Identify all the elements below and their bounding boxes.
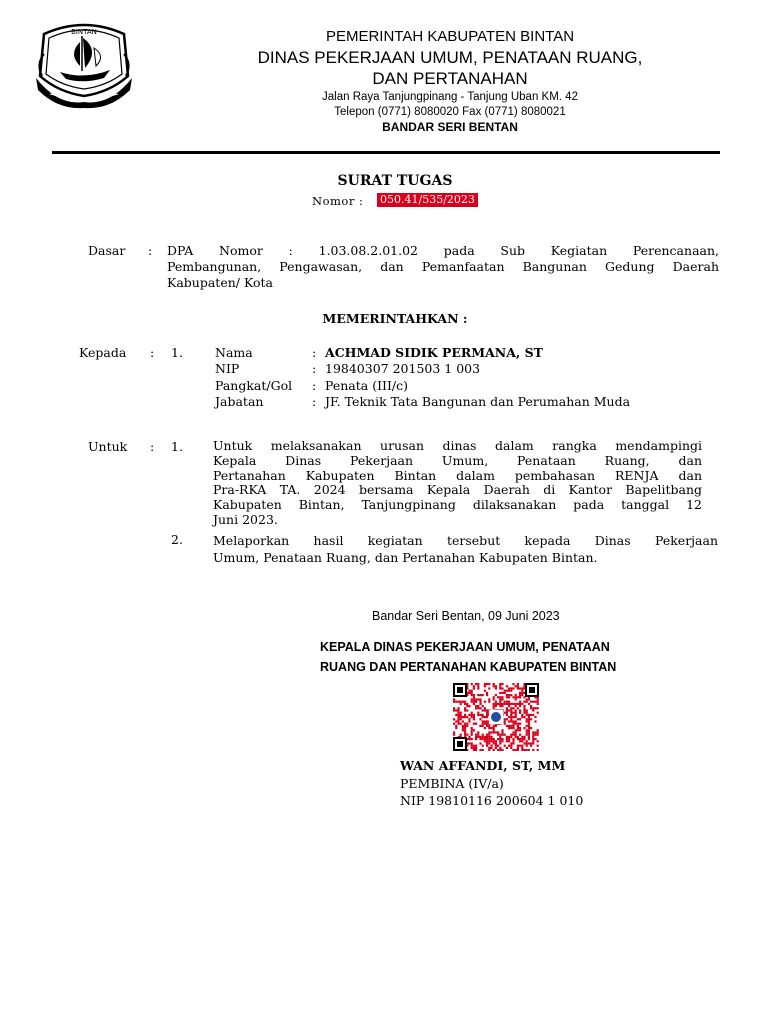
field-label-nama: Nama xyxy=(215,345,253,360)
header-phone: Telepon (0771) 8080020 Fax (0771) 8080021 xyxy=(334,106,566,118)
header-address: Jalan Raya Tanjungpinang - Tanjung Uban KM. 42 xyxy=(322,91,578,103)
bintan-regency-emblem-icon xyxy=(30,14,138,110)
dasar-label: Dasar xyxy=(88,243,126,258)
field-sep: : xyxy=(312,378,317,393)
dasar-body xyxy=(167,243,719,291)
letter-title: SURAT TUGAS xyxy=(337,173,453,189)
untuk-item-line: Kepala Dinas Pekerjaan Umum, Penataan Ruang, dan xyxy=(213,452,702,468)
header-agency-line1: DINAS PEKERJAAN UMUM, PENATAAN RUANG, xyxy=(257,48,643,67)
untuk-item-number: 2. xyxy=(171,532,183,547)
field-label-jabatan: Jabatan xyxy=(215,394,264,409)
header-agency-line2: DAN PERTANAHAN xyxy=(372,69,528,88)
field-sep: : xyxy=(312,345,317,360)
letter-number-label: Nomor : xyxy=(312,194,364,208)
command-heading: MEMERINTAHKAN : xyxy=(322,311,468,326)
signatory-rank: PEMBINA (IV/a) xyxy=(400,776,504,791)
field-value-nip: 19840307 201503 1 003 xyxy=(325,361,481,376)
field-value-pangkat: Penata (III/c) xyxy=(325,378,408,393)
dasar-line: Pembangunan, Pengawasan, dan Pemanfaatan Bangunan Gedung Daerah xyxy=(167,259,719,274)
untuk-colon: : xyxy=(150,439,155,454)
signatory-title-line2: RUANG DAN PERTANAHAN KABUPATEN BINTAN xyxy=(320,660,617,674)
signatory-title-line1: KEPALA DINAS PEKERJAAN UMUM, PENATAAN xyxy=(320,640,610,654)
svg-text:BINTAN: BINTAN xyxy=(71,28,97,36)
signatory-nip: NIP 19810116 200604 1 010 xyxy=(400,793,584,808)
dasar-colon: : xyxy=(148,243,153,258)
untuk-item-line: Kabupaten Bintan, Tanjungpinang dilaksanakan pada tanggal 12 xyxy=(213,497,702,513)
dasar-line: DPA Nomor : 1.03.08.2.01.02 pada Sub Kegiatan Perencanaan, xyxy=(167,243,719,258)
field-sep: : xyxy=(312,394,317,409)
qr-code-signature-icon xyxy=(453,683,539,751)
dasar-line: Kabupaten/ Kota xyxy=(167,275,273,290)
header-divider xyxy=(52,151,720,154)
untuk-item-line: Umum, Penataan Ruang, dan Pertanahan Kabupaten Bintan. xyxy=(213,550,598,565)
header-city: BANDAR SERI BENTAN xyxy=(382,120,518,134)
kepada-number: 1. xyxy=(171,345,183,360)
signatory-name: WAN AFFANDI, ST, MM xyxy=(400,758,566,773)
untuk-item-2 xyxy=(213,532,718,566)
signature-place-date: Bandar Seri Bentan, 09 Juni 2023 xyxy=(372,609,560,623)
field-sep: : xyxy=(312,361,317,376)
field-label-nip: NIP xyxy=(215,361,240,376)
kepada-label: Kepada xyxy=(79,345,127,360)
untuk-item-1 xyxy=(213,439,702,528)
untuk-item-number: 1. xyxy=(171,439,183,454)
untuk-item-line: Pertanahan Kabupaten Bintan dalam pembahasan RENJA dan xyxy=(213,467,702,483)
untuk-item-line: Untuk melaksanakan urusan dinas dalam rangka mendampingi xyxy=(213,438,702,453)
field-value-jabatan: JF. Teknik Tata Bangunan dan Perumahan Muda xyxy=(325,394,631,409)
field-value-nama: ACHMAD SIDIK PERMANA, ST xyxy=(325,345,543,360)
field-label-pangkat: Pangkat/Gol xyxy=(215,378,293,393)
kepada-colon: : xyxy=(150,345,155,360)
header-government: PEMERINTAH KABUPATEN BINTAN xyxy=(325,28,575,45)
untuk-label: Untuk xyxy=(88,439,128,454)
letter-number-value: 050.41/535/2023 xyxy=(377,193,478,207)
untuk-item-line: Pra-RKA TA. 2024 bersama Kepala Daerah di Kantor Bapelitbang xyxy=(213,482,702,498)
untuk-item-line: Melaporkan hasil kegiatan tersebut kepada Dinas Pekerjaan xyxy=(213,533,718,548)
untuk-item-line: Juni 2023. xyxy=(213,511,278,527)
